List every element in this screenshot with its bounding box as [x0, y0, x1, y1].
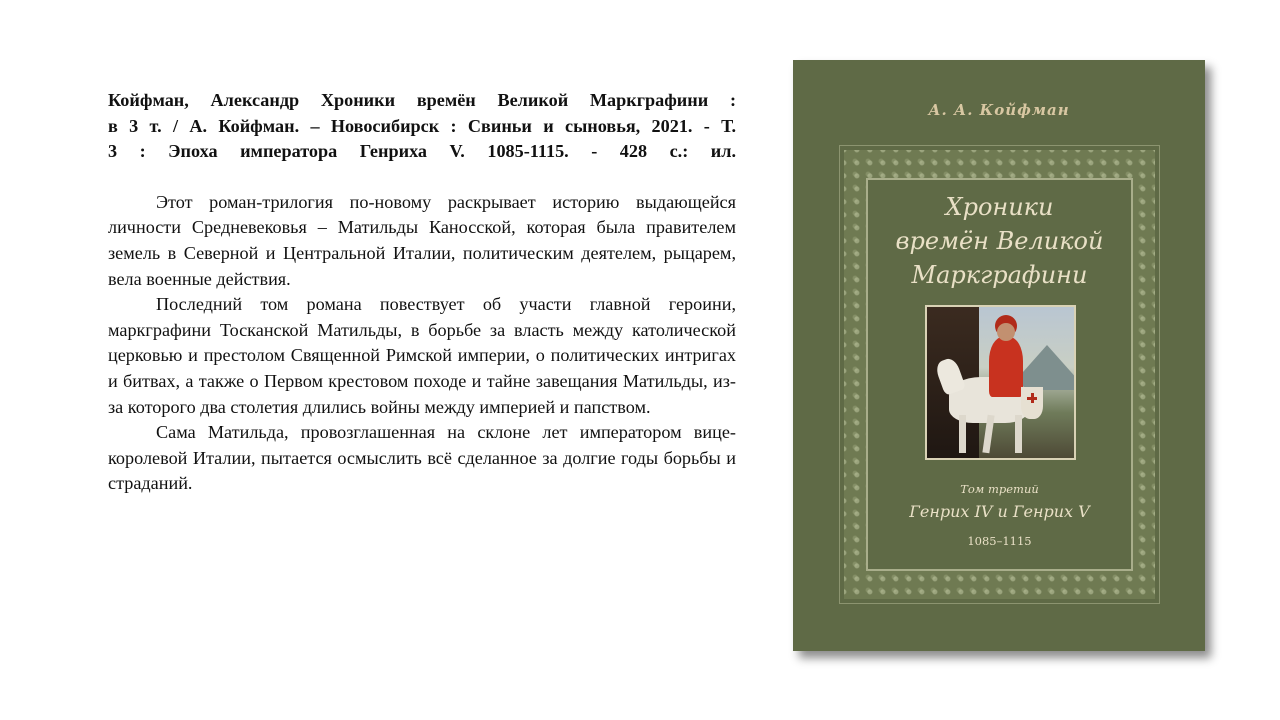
cover-title-line-2: времён Великой: [895, 227, 1104, 255]
painting-horse-leg: [959, 415, 966, 453]
text-column: [108, 88, 736, 497]
cover-title: [868, 190, 1131, 292]
cover-subtitle: Генрих IV и Генрих V: [909, 502, 1090, 521]
annotation-paragraph-1: Этот роман-трилогия по-новому раскрывает историю выдающейся личности Средневековья – Матильды Каносской, которая была правителем земель в Северной и Центральной Италии, политическим деятелем, рыцарем, вела военные действия.: [108, 191, 736, 289]
cover-volume: Том третий: [960, 482, 1039, 496]
citation-line-1: Койфман, Александр Хроники времён Великой Маркграфини :: [108, 90, 736, 110]
citation-line-3: 3 : Эпоха императора Генриха V. 1085-1115. - 428 с.: ил.: [108, 141, 736, 162]
cover-inner-panel: [866, 178, 1133, 571]
painting-cross-icon: [1027, 393, 1037, 403]
cover-ornament-frame: [839, 145, 1160, 604]
annotation-paragraph-3: Сама Матильда, провозглашенная на склоне лет императором вице-королевой Италии, пытается осмыслить всё сделанное за долгие годы борьбы и страданий.: [108, 422, 736, 494]
spacer: [108, 165, 736, 190]
painting-rider: [989, 337, 1023, 397]
book-cover: [793, 60, 1205, 651]
cover-title-line-1: Хроники: [945, 193, 1054, 221]
cover-author: А. А. Койфман: [928, 101, 1070, 119]
cover-years: 1085–1115: [967, 534, 1032, 548]
painting-rider-head: [997, 323, 1015, 341]
citation-line-2: в 3 т. / А. Койфман. – Новосибирск : Свиньи и сыновья, 2021. - Т.: [108, 115, 736, 136]
painting-saddle-cloth: [1021, 387, 1043, 419]
cover-painting: [925, 305, 1076, 460]
annotation-paragraph-2: Последний том романа повествует об участи главной героини, маркграфини Тосканской Матильды, в борьбе за власть между католической церковью и престолом Священной Римской империи, о политических интригах и битвах, а также о Первом крестовом походе и тайне завещания Матильды, из-за которого два столетия длились войны между империей и папством.: [108, 294, 736, 417]
cover-title-line-3: Маркграфини: [911, 261, 1088, 289]
painting-horse-leg: [1015, 415, 1022, 453]
